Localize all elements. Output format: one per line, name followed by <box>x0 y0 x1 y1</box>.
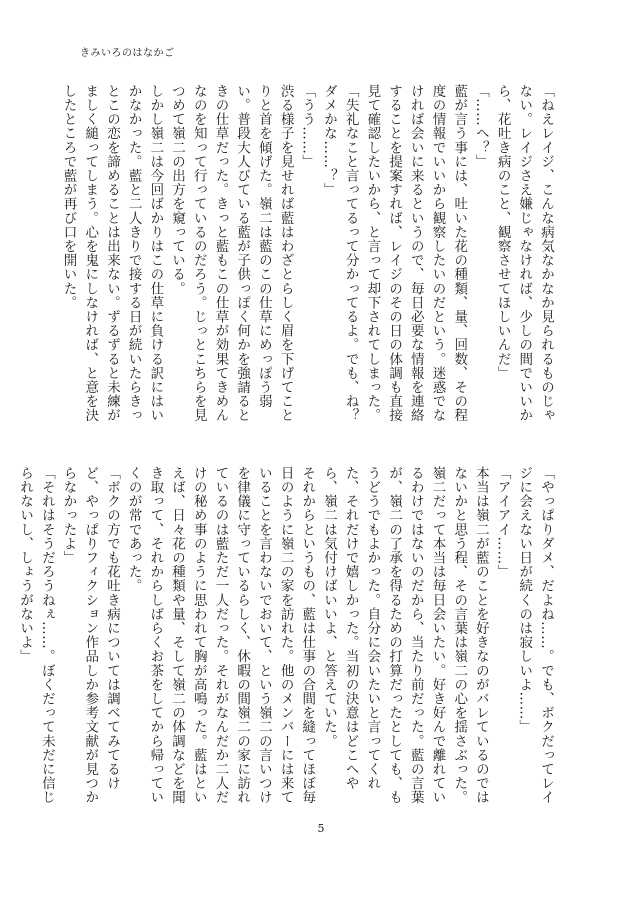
text-block-bottom <box>17 466 556 818</box>
paragraph: 「アイアイ……」 <box>494 466 511 579</box>
paragraph: 「ねえレイジ、こんな病気なかなか見られるものじゃない。レイジさえ嫌じゃなければ、少しの間でいいから、花吐き病のこと、観察させてほしいんだ」 <box>494 84 554 423</box>
page-number: 5 <box>317 822 325 835</box>
paragraph: 本当は嶺二が藍のことを好きなのがバレているのではないかと思う程、その言葉は嶺二の心を揺さぶった。嶺二だって本当は毎日会いたい。好き好んで離れているわけではないのだから、当たり前だった。藍の言葉が、嶺二の了承を得るための打算だったとしても、もうどうでもよかった。自分に会いたいと言ってくれた、それだけで嬉しかった。当初の決意はどこへやら、嶺二は気付けばいいよ、と答えていた。 <box>320 466 489 805</box>
text-block-top <box>60 84 556 436</box>
running-header: きみいろのはなかご <box>80 48 175 59</box>
paragraph: 「やっぱりダメ、だよね……。でも、ボクだってレイジに会えない日が続くのは寂しいよ……」 <box>516 466 554 805</box>
paragraph: 「それはそうだろうねぇ……。ぼくだって未だに信じられないし、しょうがないよ」 <box>17 466 55 805</box>
paragraph: しかし嶺二は今回ばかりはこの仕草に負ける訳にはいかなかった。藍と二人きりで接する日が続いたらきっとこの恋を諦めることは出来ない。ずるずると未練がましく縋ってしまう。心を鬼にしなければ、と意を決したところで藍が再び口を開いた。 <box>60 84 164 423</box>
paragraph: 「ボクの方でも花吐き病については調べてみてるけど、やっぱりフィクション作品しか参考文献が見つからなかったよ」 <box>60 466 120 805</box>
paragraph: 藍が言う事には、吐いた花の種類、量、回数、その程度の情報でいいから観察したいのだという。迷惑でなければ会いに来るというので、毎日必要な情報を連絡することを提案すれば、レイジのその日の体調も直接見て確認したいから、と言って却下されてしまった。 <box>364 84 468 423</box>
paragraph: それからというもの、藍は仕事の合間を縫ってほぼ毎日のように嶺二の家を訪れた。他のメンバーには来ていることを言わないでおいて、という嶺二の言いつけを律儀に守っているらしく、休暇の間嶺二の家に訪れているのは藍ただ一人だった。それがなんだか二人だけの秘め事のように思われて胸が高鳴った。藍はといえば、日々花の種類や量、そして嶺二の体調などを聞き取って、それからしばらくお茶をしてから帰っていくのが常であった。 <box>125 466 316 805</box>
paragraph: 「失礼なこと言ってるって分かってるよ。でも、ね？ダメかな……？」 <box>320 84 359 423</box>
paragraph: 渋る様子を見せれば藍はわざとらしく眉を下げてことりと首を傾げた。嶺二は藍のこの仕草にめっぽう弱い。普段大人びている藍が子供っぽく何かを強請るときの仕草だった。きっと藍もこの仕草が効果てきめんなのを知って行っているのだろう。じっとこちらを見つめて嶺二の出方を窺っている。 <box>169 84 294 423</box>
paragraph: 「うう……」 <box>299 84 316 169</box>
paragraph: 「……へ？」 <box>472 84 489 169</box>
